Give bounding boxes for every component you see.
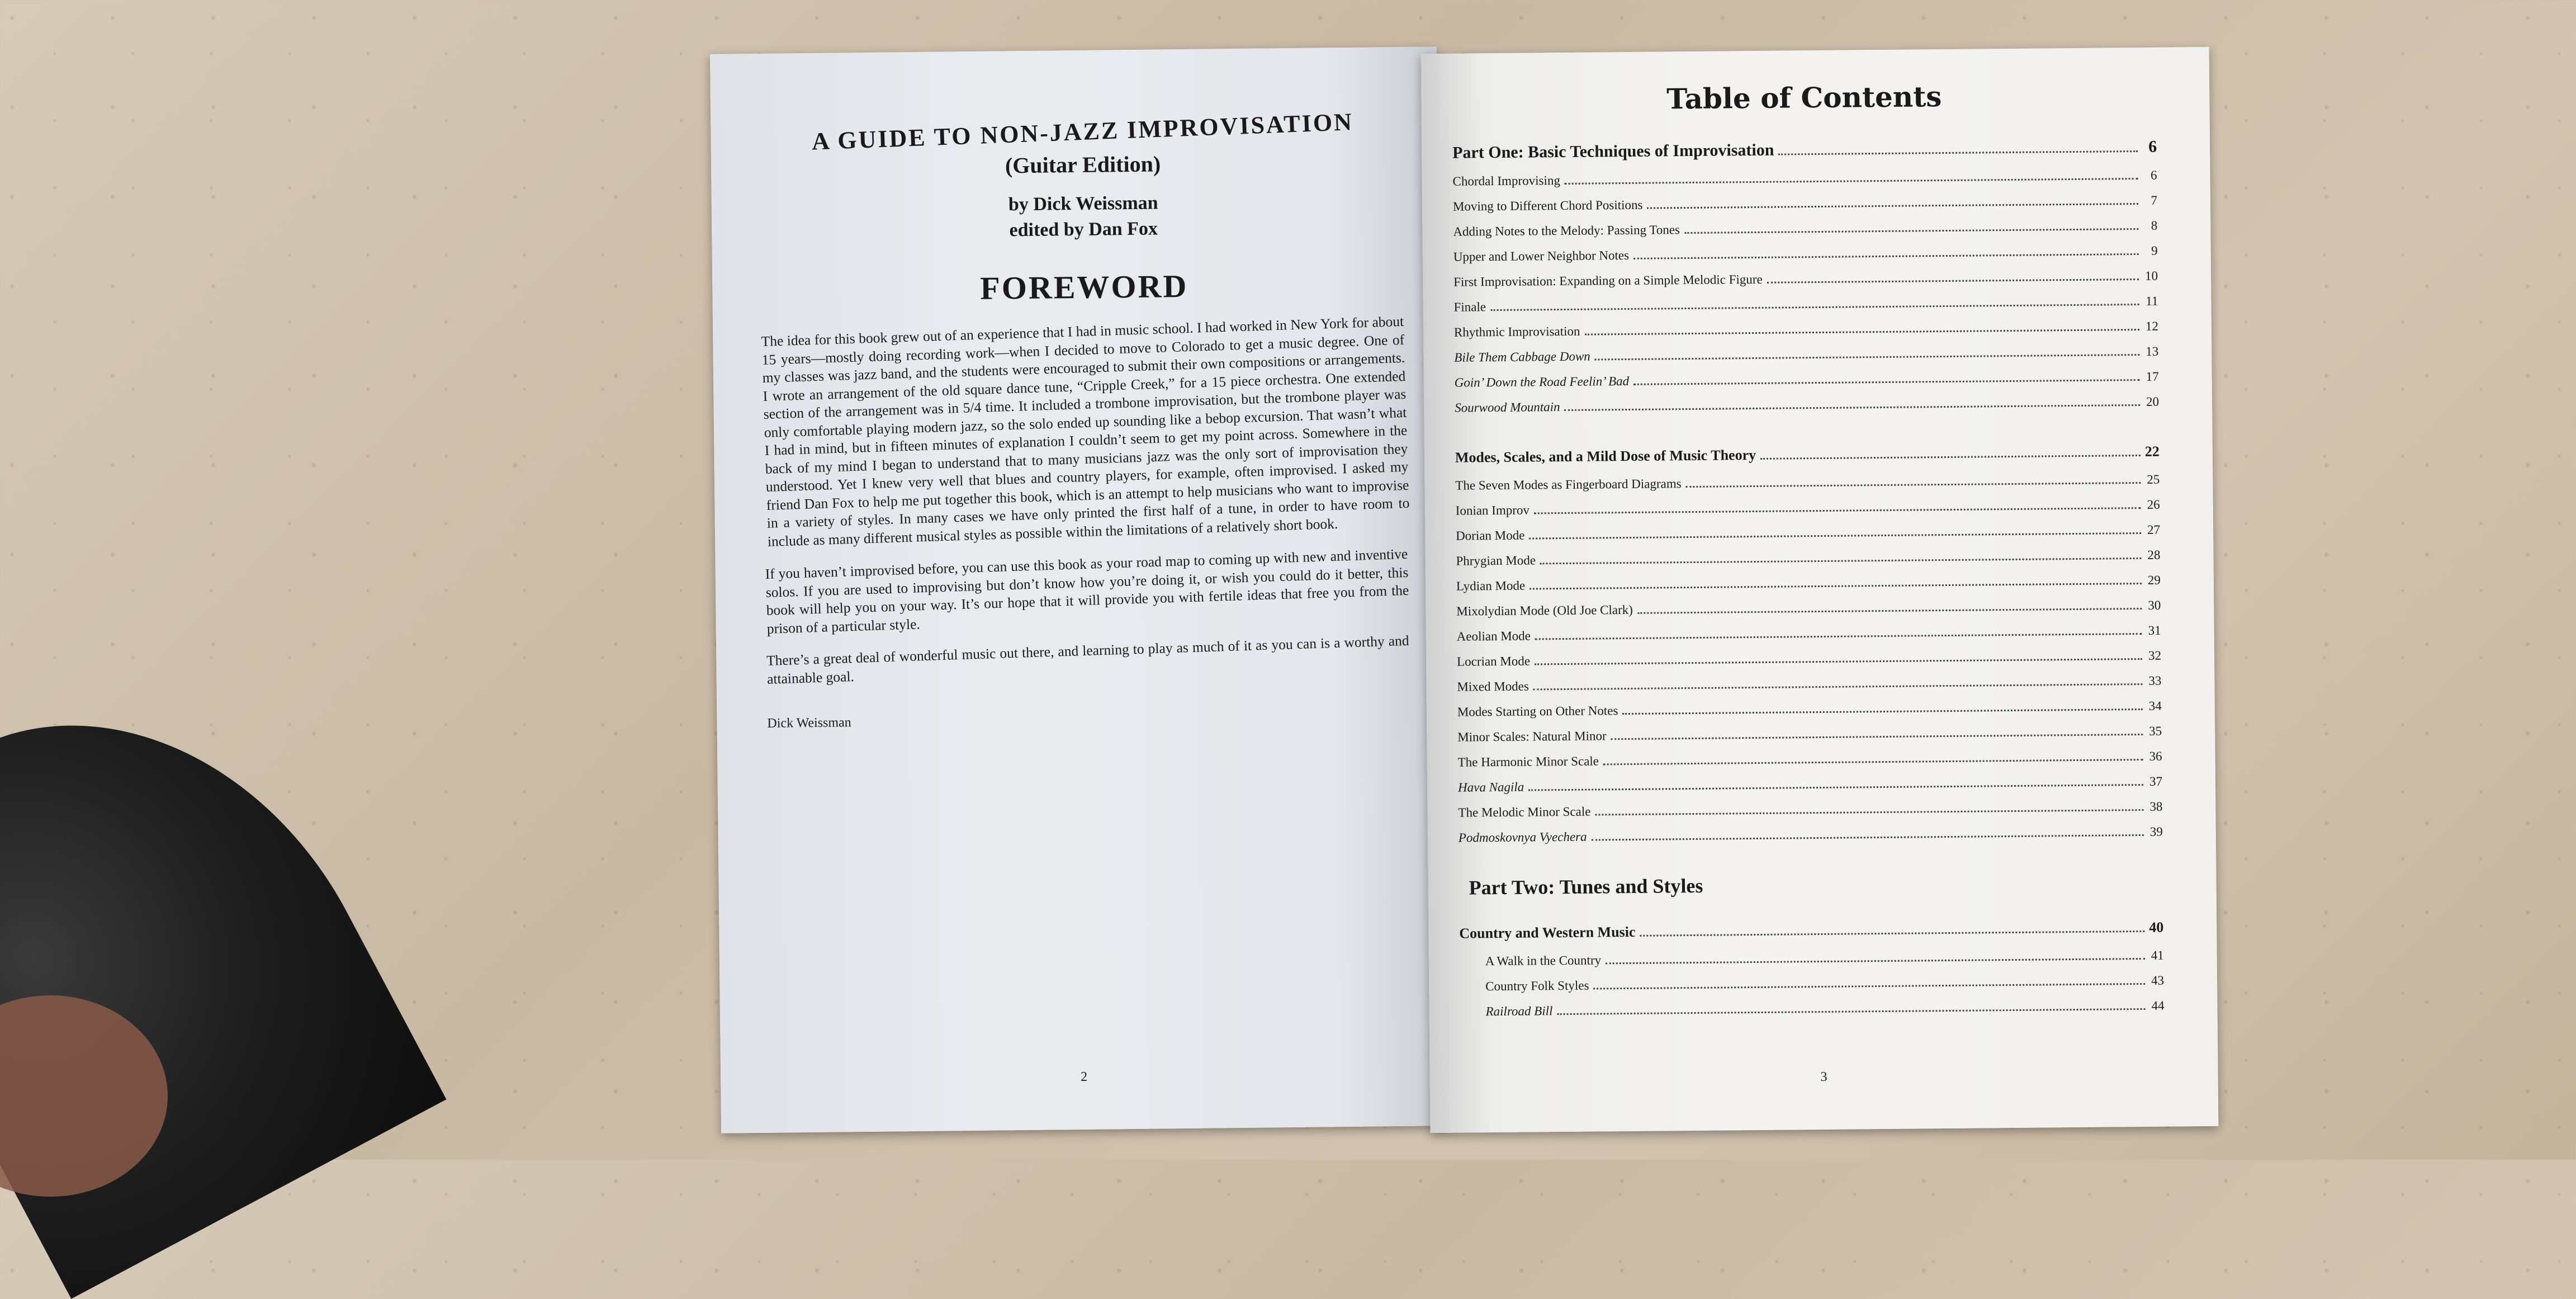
toc-entry-label: Modes Starting on Other Notes <box>1457 703 1618 719</box>
toc-leader <box>1686 482 2141 488</box>
toc-leader <box>1760 455 2141 460</box>
toc-entry-page: 40 <box>2149 919 2164 936</box>
toc-leader <box>1640 930 2145 937</box>
toc-leader <box>1490 304 2139 311</box>
toc-entry-page: 10 <box>2145 268 2158 283</box>
toc-title: Table of Contents <box>1666 80 1942 116</box>
toc-leader <box>1540 558 2142 564</box>
toc-entry-page: 6 <box>2150 168 2157 182</box>
toc-leader <box>1557 1008 2145 1015</box>
toc-leader <box>1684 228 2138 234</box>
toc-entry-page: 7 <box>2151 193 2158 207</box>
toc-entry-label: Aeolian Mode <box>1456 629 1531 644</box>
foreword-heading: FOREWORD <box>979 267 1188 306</box>
toc-entry-label: A Walk in the Country <box>1485 953 1602 969</box>
foreword-paragraph: The idea for this book grew out of an experience that I had in music school. I had worked in New York for about 15 years—mostly doing recording work—when I decided to move to Colorado to get a music degree. One of my classes was jazz band, and the students were encouraged to submit their own compositions or arrangements. I wrote an arrangement of the old square dance tune, “Cripple Creek,” for a 15 piece orchestra. One extended section of the arrangement was in 5/4 time. It included a trombone improvisation, but the trombone player was only comfortable playing modern jazz, so the solo ended up sounding like a bebop excursion. That wasn’t what I had in mind, but in fifteen minutes of explanation I couldn’t seem to get my point across. Somewhere in the back of my mind I began to understand that to many musicians jazz was the only sort of improvisation they understood. Yet I knew very well that blues and country players, for example, often improvised. I asked my friend Dan Fox to help me put together this book, which is an attempt to help musicians who want to improvise in a variety of styles. In many cases we have only printed the first half of a tune, in order to have room to include as many different musical styles as possible within the limitations of a relatively short book. <box>761 313 1410 550</box>
toc-leader <box>1637 608 2142 614</box>
toc-entry-page: 30 <box>2148 598 2161 612</box>
toc-entry-label: Adding Notes to the Melody: Passing Tones <box>1453 223 1680 239</box>
toc-entry-page: 9 <box>2151 243 2158 258</box>
toc-entry-label: Podmoskovnya Vyechera <box>1458 829 1587 845</box>
toc-entry-page: 38 <box>2149 799 2163 814</box>
toc-entry-tune <box>1459 819 2163 851</box>
toc-entry-label: Lydian Mode <box>1456 578 1526 593</box>
toc-leader <box>1633 379 2140 385</box>
toc-entry-label: First Improvisation: Expanding on a Simple Melodic Figure <box>1453 272 1763 289</box>
toc-entry-page: 44 <box>2151 998 2165 1013</box>
toc-entry-page: 13 <box>2146 344 2159 358</box>
toc-entry-label: Upper and Lower Neighbor Notes <box>1453 248 1630 264</box>
toc-entry-label: Modes, Scales, and a Mild Dose of Music Theory <box>1455 446 1756 466</box>
toc-entry-label: Phrygian Mode <box>1456 553 1536 568</box>
toc-leader <box>1530 583 2142 590</box>
toc-leader <box>1535 658 2142 665</box>
book-title: A GUIDE TO NON-JAZZ IMPROVISATION <box>811 108 1354 155</box>
book-edition: (Guitar Edition) <box>1005 151 1161 178</box>
foreword-paragraph: There’s a great deal of wonderful music out there, and learning to play as much of it as you can is a worthy and attainable goal. <box>766 632 1409 687</box>
toc-leader <box>1603 759 2143 765</box>
toc-entry-page: 31 <box>2148 623 2161 637</box>
toc-entry-page: 11 <box>2146 294 2158 308</box>
foreword-paragraph: If you haven’t improvised before, you can use this book as your road map to coming up with new and inventive solos. If you are used to improvising but don’t know how you’re doing it, or wish you could do it better, this book will help you on your way. It’s our hope that it will provide you with fertile ideas that free you from the prison of a particular style. <box>765 545 1409 636</box>
toc-leader <box>1592 834 2144 841</box>
toc-entry-page: 32 <box>2148 648 2162 663</box>
toc-entry-page: 26 <box>2147 497 2160 512</box>
toc-entry-label: Finale <box>1453 300 1486 314</box>
toc-entry-label: The Seven Modes as Fingerboard Diagrams <box>1455 476 1682 493</box>
book-author: by Dick Weissman <box>1008 192 1158 215</box>
toc-entry-label: Dorian Mode <box>1456 528 1525 543</box>
part-two-heading: Part Two: Tunes and Styles <box>1469 874 1703 899</box>
shoe-object <box>0 630 447 1299</box>
toc-entry-page: 17 <box>2146 369 2159 384</box>
toc-entry-label: Part One: Basic Techniques of Improvisation <box>1452 140 1774 162</box>
toc-entry-page: 29 <box>2147 573 2161 587</box>
toc-entry-page: 25 <box>2147 472 2160 486</box>
toc-leader <box>1611 734 2143 740</box>
page-number: 2 <box>1080 1069 1088 1085</box>
toc-leader <box>1622 708 2143 715</box>
toc-entry-label: Rhythmic Improvisation <box>1453 324 1580 339</box>
toc-entry-label: Country and Western Music <box>1459 923 1636 942</box>
toc-entry-label: Bile Them Cabbage Down <box>1454 349 1590 365</box>
toc-leader <box>1584 329 2139 336</box>
toc-entry-page: 20 <box>2146 394 2160 409</box>
toc-leader <box>1595 354 2140 361</box>
toc-leader <box>1595 809 2143 816</box>
toc-leader <box>1606 958 2145 964</box>
toc-leader <box>1779 150 2138 155</box>
book-editor: edited by Dan Fox <box>1009 218 1158 241</box>
toc-leader <box>1565 178 2138 185</box>
toc-entry-label: Mixed Modes <box>1457 679 1530 694</box>
toc-entry-page: 6 <box>2148 137 2157 156</box>
toc-entry-label: Country Folk Styles <box>1485 978 1589 994</box>
toc-entry-label: Railroad Bill <box>1485 1004 1553 1019</box>
toc-entry-label: Moving to Different Chord Positions <box>1452 197 1643 214</box>
toc-entry-label: Goin’ Down the Road Feelin’ Bad <box>1454 374 1630 390</box>
toc-entry-page: 35 <box>2149 724 2162 738</box>
toc-entry-label: Ionian Improv <box>1455 503 1530 518</box>
toc-leader <box>1565 404 2141 411</box>
toc-leader <box>1594 983 2146 990</box>
toc-entry-page: 37 <box>2149 774 2163 788</box>
toc-entry-page: 39 <box>2149 824 2163 839</box>
toc-entry-label: Minor Scales: Natural Minor <box>1457 729 1607 744</box>
toc-entry-page: 41 <box>2151 948 2164 962</box>
left-page <box>710 46 1448 1133</box>
toc-entry-page: 22 <box>2144 443 2160 460</box>
toc-entry-page: 43 <box>2151 973 2165 988</box>
right-page <box>1421 47 2219 1133</box>
toc-entry-label: Sourwood Mountain <box>1455 400 1560 415</box>
toc-entry-page: 34 <box>2148 698 2162 713</box>
toc-leader <box>1647 203 2138 209</box>
page-number: 3 <box>1820 1069 1827 1085</box>
toc-leader <box>1529 532 2141 540</box>
toc-entry-label: Locrian Mode <box>1456 654 1531 669</box>
toc-entry-page: 28 <box>2147 547 2161 562</box>
toc-entry-label: The Melodic Minor Scale <box>1458 804 1591 820</box>
toc-entry-page: 36 <box>2149 749 2162 763</box>
toc-leader <box>1533 683 2143 691</box>
toc-leader <box>1767 278 2139 284</box>
toc-entry-page: 27 <box>2147 522 2161 537</box>
toc-leader <box>1534 507 2141 514</box>
toc-leader <box>1633 253 2139 259</box>
toc-entry-page: 33 <box>2148 673 2162 688</box>
toc-leader <box>1528 784 2143 791</box>
foreword-signature: Dick Weissman <box>767 715 851 731</box>
toc-entry-page: 12 <box>2145 319 2159 333</box>
toc-entry-label: Hava Nagila <box>1457 780 1524 795</box>
toc-leader <box>1535 633 2142 640</box>
toc-entry-label: Chordal Improvising <box>1452 173 1560 188</box>
toc-entry-label: Mixolydian Mode (Old Joe Clark) <box>1456 602 1633 618</box>
toc-entry-label: The Harmonic Minor Scale <box>1457 754 1599 769</box>
toc-entry-page: 8 <box>2151 218 2158 233</box>
